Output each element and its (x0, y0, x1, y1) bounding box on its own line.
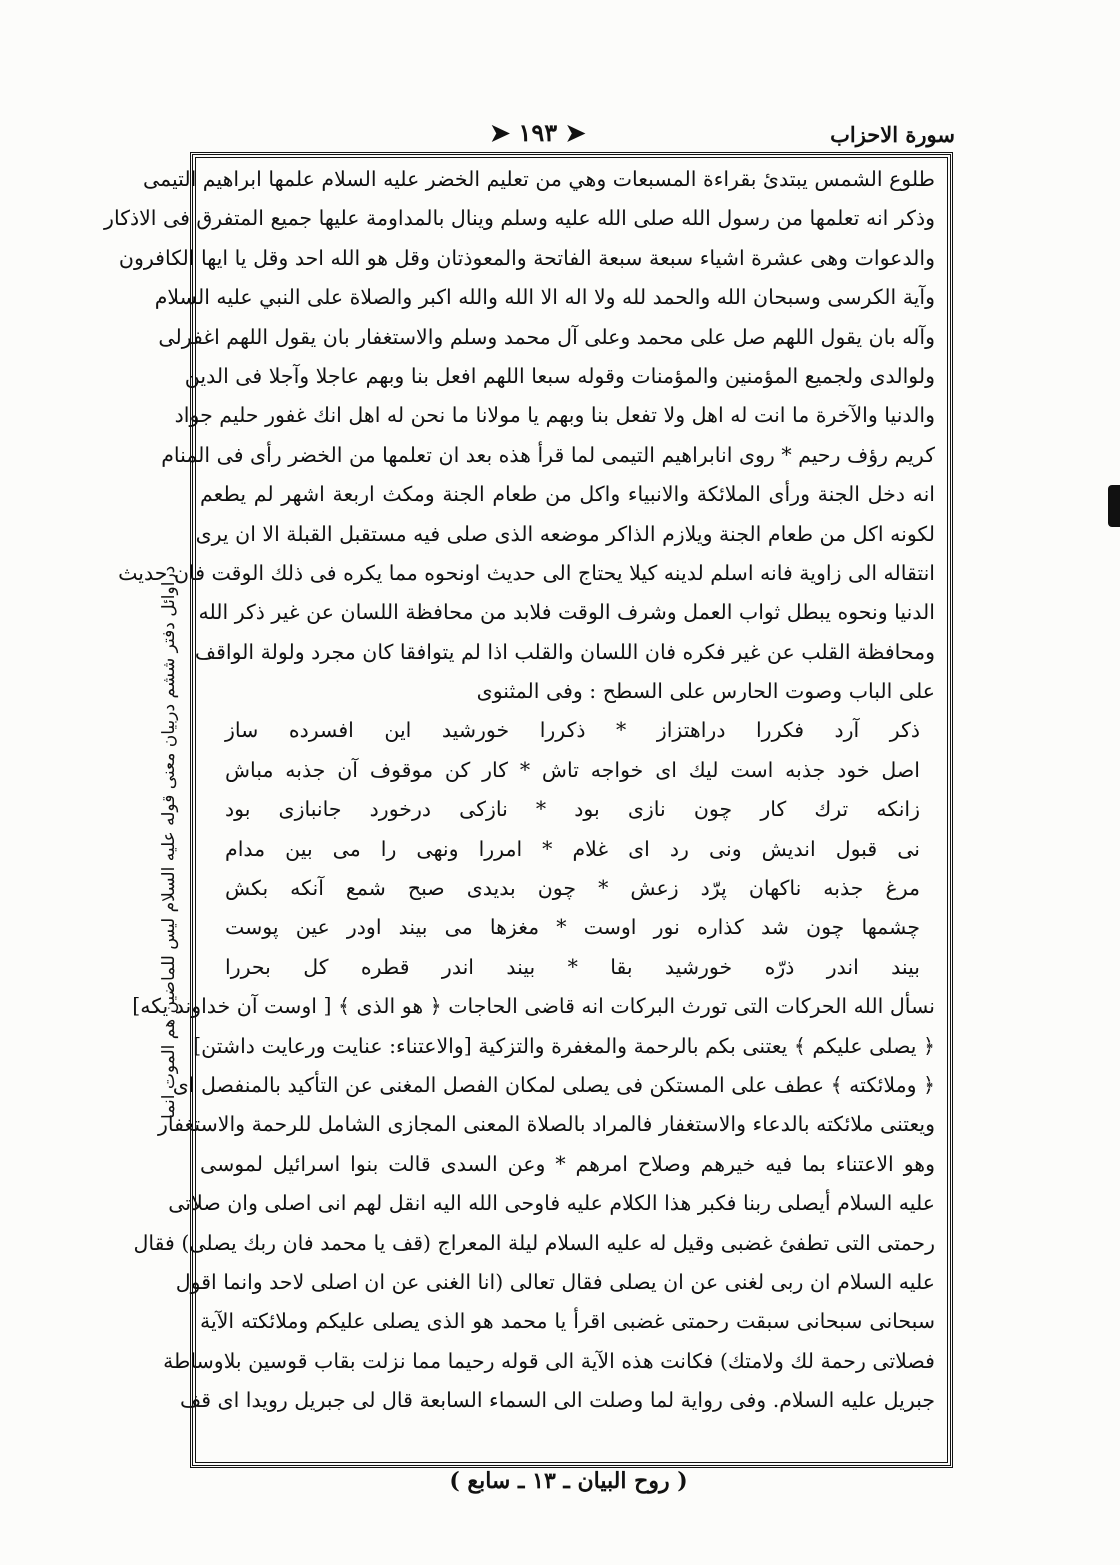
text-line: نسأل الله الحركات التى تورث البركات انه قاضى الحاجات ﴿ هو الذى ﴾ [ اوست آن خداوند يكه] (132, 994, 935, 1019)
text-line: ومحافظة القلب عن غير فكره فان اللسان والقلب اذا لم يتوافقا كان مجرد ولولة الواقف (194, 639, 935, 664)
page-number: ➤ ١٩٣ ➤ (490, 118, 586, 147)
surah-title: سورة الاحزاب (830, 122, 955, 147)
text-line: ولوالدى ولجميع المؤمنين والمؤمنات وقوله سبعا اللهم افعل بنا وبهم عاجلا وآجلا فى الدين (184, 363, 935, 388)
verse-line: چشمها چون شد كذاره نور اوست * مغزها مى بيند اودر عين پوست (225, 915, 920, 940)
verse-line: اصل خود جذبه است ليك اى خواجه تاش * كار كن موقوف آن جذبه مباش (225, 757, 920, 782)
text-line: جبريل عليه السلام. وفى رواية لما وصلت الى السماء السابعة قال لى جبريل رويدا اى قف (179, 1388, 935, 1413)
text-line: ﴿ يصلى عليكم ﴾ يعتنى بكم بالرحمة والمغفرة والتزكية [والاعتناء: عنايت ورعايت داشتن] (193, 1033, 935, 1058)
margin-note: دراوائل دفتر ششم دربيان معنى قوله عليه السلام ليس للماضين هم الموت انما (159, 565, 179, 1120)
page-edge-tab (1108, 485, 1120, 527)
text-line: عليه السلام ان ربى لغنى عن ان يصلى فقال تعالى (انا الغنى عن ان اصلى لاحد وانما اقول (175, 1269, 935, 1294)
text-line: والدعوات وهى عشرة اشياء سبعة سبعة الفاتحة والمعوذتان وقل هو الله احد وقل يا ايها الكافرون (118, 245, 935, 270)
text-line: والدنيا والآخرة ما انت له اهل ولا تفعل بنا وبهم يا مولانا ما نحن له اهل انك غفور حليم جواد (174, 403, 935, 428)
text-line: عليه السلام أيصلى ربنا فكبر هذا الكلام عليه فاوحى الله اليه انقل لهم انى اصلى وان صلاتى (168, 1191, 935, 1216)
text-line: انه دخل الجنة ورأى الملائكة والانبياء واكل من طعام الجنة ومكث اربعة اشهر لم يطعم (200, 482, 935, 507)
text-line: وذكر انه تعلمها من رسول الله صلى الله عليه وسلم وينال بالمداومة عليها جميع المتفرق فى الاذكار (104, 206, 935, 231)
poetry-block (200, 711, 935, 987)
text-line: وآية الكرسى وسبحان الله والحمد لله ولا اله الا الله والله اكبر والصلاة على النبي عليه السلام (154, 285, 935, 310)
text-line: ويعتنى ملائكته بالدعاء والاستغفار فالمراد بالصلاة المعنى المجازى الشامل للرحمة والاستغفار (158, 1112, 935, 1137)
text-line: فصلاتى رحمة لك ولامتك) فكانت هذه الآية الى قوله رحيما مما نزلت بقاب قوسين بلاوساطة (163, 1348, 935, 1373)
text-line: رحمتى التى تطفئ غضبى وقيل له عليه السلام ليلة المعراج (قف يا محمد فان ربك يصلى) فقال (133, 1230, 935, 1255)
verse-line: نى قبول انديش ونى رد اى غلام * امررا ونهى را مى بين مدام (225, 836, 920, 861)
text-line: سبحانى سبحانى سبقت رحمتى غضبى اقرأ يا محمد هو الذى يصلى عليكم وملائكته الآية (200, 1309, 935, 1334)
verse-line: مرغ جذبه ناكهان پرّد زعش * چون بديدى صبح شمع آنكه بكش (225, 876, 920, 901)
text-line: ﴿ وملائكته ﴾ عطف على المستكن فى يصلى لمكان الفصل المغنى عن التأكيد بالمنفصل اى (172, 1072, 935, 1097)
text-line: كريم رؤف رحيم * روى انابراهيم التيمى لما قرأ هذه بعد ان تعلمها من الخضر رأى فى المنام (161, 442, 935, 467)
verse-line: زانكه ترك كار چون نازى بود * نازكى درخورد جانبازى بود (225, 797, 920, 822)
text-line: طلوع الشمس يبتدئ بقراءة المسبعات وهي من تعليم الخضر عليه السلام علمها ابراهيم التيمى (143, 167, 935, 191)
text-line: لكونه اكل من طعام الجنة ويلازم الذاكر موضعه الذى صلى فيه مستقبل القبلة الا ان يرى (195, 521, 935, 546)
page-footer: ( روح البيان ـ ١٣ ـ سابع ) (449, 1468, 688, 1494)
text-line: وهو الاعتناء بما فيه خيرهم وصلاح امرهم * وعن السدى قالت بنوا اسرائيل لموسى (200, 1151, 935, 1176)
text-line: الدنيا ونحوه يبطل ثواب العمل وشرف الوقت فلابد من محافظة اللسان عن غير ذكر الله (198, 600, 935, 625)
verse-line: ذكر آرد فكررا دراهتزاز * ذكررا خورشيد اين افسرده ساز (225, 718, 920, 743)
text-line: وآله بان يقول اللهم صل على محمد وعلى آل محمد وسلم والاستغفار بان يقول اللهم اغفرلى (158, 324, 935, 349)
text-line: انتقاله الى زاوية فانه اسلم لدينه كيلا يحتاج الى حديث اونحوه مما يكره فى ذلك الوقت فان حديث (118, 560, 935, 585)
text-line: على الباب وصوت الحارس على السطح : وفى المثنوى (476, 679, 935, 704)
verse-line: بيند اندر ذرّه خورشيد بقا * بيند اندر قطره كل بحررا (225, 954, 920, 979)
